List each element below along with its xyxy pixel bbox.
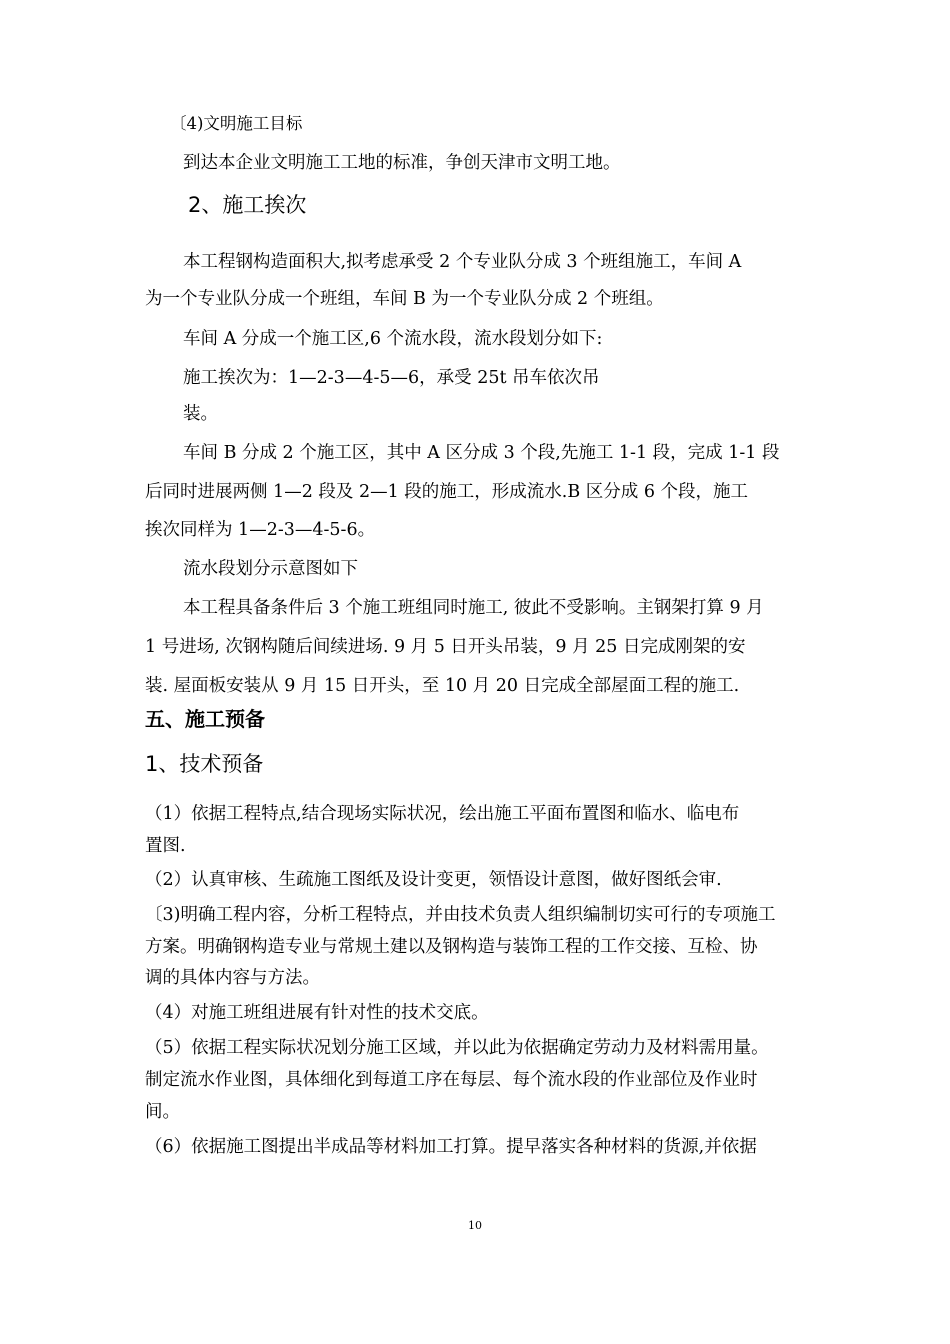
paragraph-line: 装。 bbox=[183, 404, 218, 424]
section-heading-construction-preparation: 五、施工预备 bbox=[145, 707, 265, 731]
paragraph-line: 流水段划分示意图如下 bbox=[183, 559, 358, 579]
paragraph-line: 为一个专业队分成一个班组，车间 B 为一个专业队分成 2 个班组。 bbox=[145, 289, 664, 309]
paragraph-line: 〔3)明确工程内容，分析工程特点，并由技术负责人组织编制切实可行的专项施工 bbox=[145, 905, 776, 925]
paragraph-line: 本工程具备条件后 3 个施工班组同时施工, 彼此不受影响。主钢架打算 9 月 bbox=[183, 598, 764, 618]
paragraph-line: 车间 A 分成一个施工区,6 个流水段，流水段划分如下: bbox=[183, 329, 603, 349]
subheading-civilized-construction-goal: 〔4)文明施工目标 bbox=[170, 114, 303, 133]
paragraph-line: （2）认真审核、生疏施工图纸及设计变更，领悟设计意图，做好图纸会审. bbox=[145, 870, 722, 890]
paragraph-line: 施工挨次为：1—2-3—4-5—6，承受 25t 吊车依次吊 bbox=[183, 368, 600, 388]
paragraph-line: 车间 B 分成 2 个施工区，其中 A 区分成 3 个段,先施工 1-1 段，完成 1-1 段 bbox=[183, 443, 780, 463]
paragraph-line: 方案。明确钢构造专业与常规土建以及钢构造与装饰工程的工作交接、互检、协 bbox=[145, 937, 758, 957]
paragraph-line: （6）依据施工图提出半成品等材料加工打算。提早落实各种材料的货源,并依据 bbox=[145, 1137, 757, 1157]
paragraph-line: 置图. bbox=[145, 836, 186, 856]
section-heading-technical-preparation: 1、技术预备 bbox=[145, 752, 264, 776]
section-heading-construction-sequence: 2、施工挨次 bbox=[188, 193, 307, 217]
paragraph-line: 间。 bbox=[145, 1102, 180, 1122]
paragraph-line: 装. 屋面板安装从 9 月 15 日开头，至 10 月 20 日完成全部屋面工程的施工. bbox=[145, 676, 740, 696]
paragraph-line: 1 号进场, 次钢构随后间续进场. 9 月 5 日开头吊装，9 月 25 日完成刚架的安 bbox=[145, 637, 746, 657]
paragraph-line: 到达本企业文明施工工地的标准，争创天津市文明工地。 bbox=[183, 153, 621, 173]
paragraph-line: （4）对施工班组进展有针对性的技术交底。 bbox=[145, 1003, 489, 1023]
paragraph-line: 制定流水作业图，具体细化到每道工序在每层、每个流水段的作业部位及作业时 bbox=[145, 1070, 758, 1090]
paragraph-line: （5）依据工程实际状况划分施工区域，并以此为依据确定劳动力及材料需用量。 bbox=[145, 1038, 769, 1058]
page-number: 10 bbox=[468, 1219, 482, 1232]
paragraph-line: 调的具体内容与方法。 bbox=[145, 968, 320, 988]
paragraph-line: 挨次同样为 1—2-3—4-5-6。 bbox=[145, 520, 376, 540]
paragraph-line: （1）依据工程特点,结合现场实际状况，绘出施工平面布置图和临水、临电布 bbox=[145, 804, 740, 824]
paragraph-line: 后同时进展两侧 1—2 段及 2—1 段的施工，形成流水.B 区分成 6 个段，施工 bbox=[145, 482, 749, 502]
paragraph-line: 本工程钢构造面积大,拟考虑承受 2 个专业队分成 3 个班组施工，车间 A bbox=[183, 252, 742, 272]
